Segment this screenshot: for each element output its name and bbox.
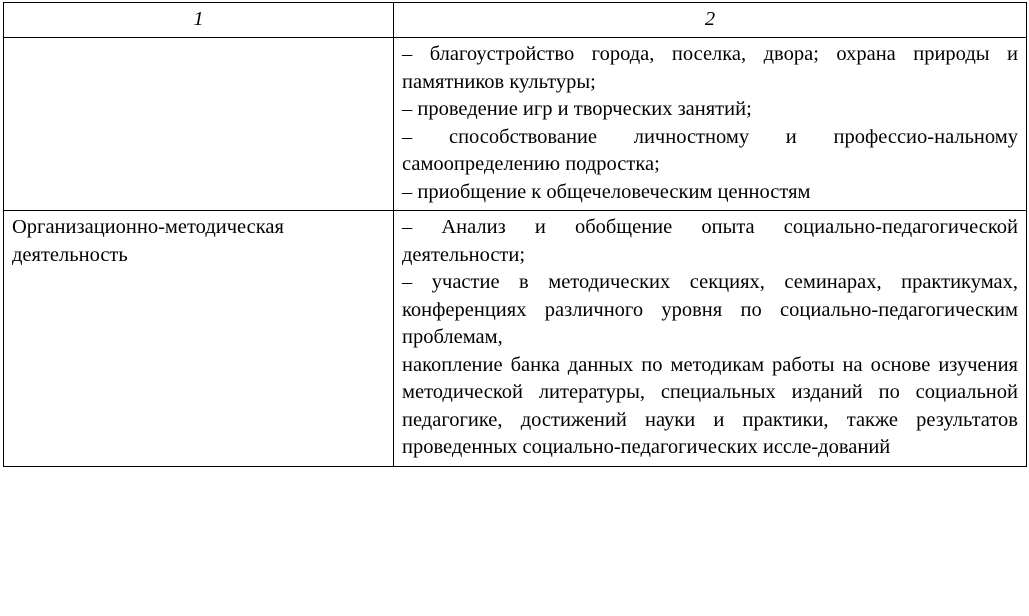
list-item: – благоустройство города, поселка, двора; охрана природы и памятников культуры; [402,43,1018,93]
list-item: – способствование личностному и профессио-нальному самоопределению подростка; [402,125,1018,176]
row-1-cell-activity-name [4,38,394,211]
row-2-cell-activity-name: Организационно-методическая деятельность [4,211,394,466]
list-item: – проведение игр и творческих занятий; [402,98,752,121]
list-item: накопление банка данных по методикам работы на основе изучения методической литературы, специальных изданий по социальной педагогике, достижений науки и практики, также результатов проведенных социально-педагогических иссле-дований [402,353,1018,459]
document-page [0,2,1029,616]
table-row [4,211,1027,466]
row-1-cell-description [394,38,1027,211]
table-header-row [4,3,1027,38]
list-item: – Анализ и обобщение опыта социально-педагогической деятельности; [402,216,1018,266]
column-header-2: 2 [394,3,1027,38]
table-row [4,38,1027,211]
column-header-1: 1 [4,3,394,38]
data-table [3,2,1027,467]
list-item: – приобщение к общечеловеческим ценностям [402,180,811,203]
list-item: – участие в методических секциях, семинарах, практикумах, конференциях различного уровня по социально-педагогическим проблемам, [402,271,1018,349]
row-2-cell-description [394,211,1027,466]
